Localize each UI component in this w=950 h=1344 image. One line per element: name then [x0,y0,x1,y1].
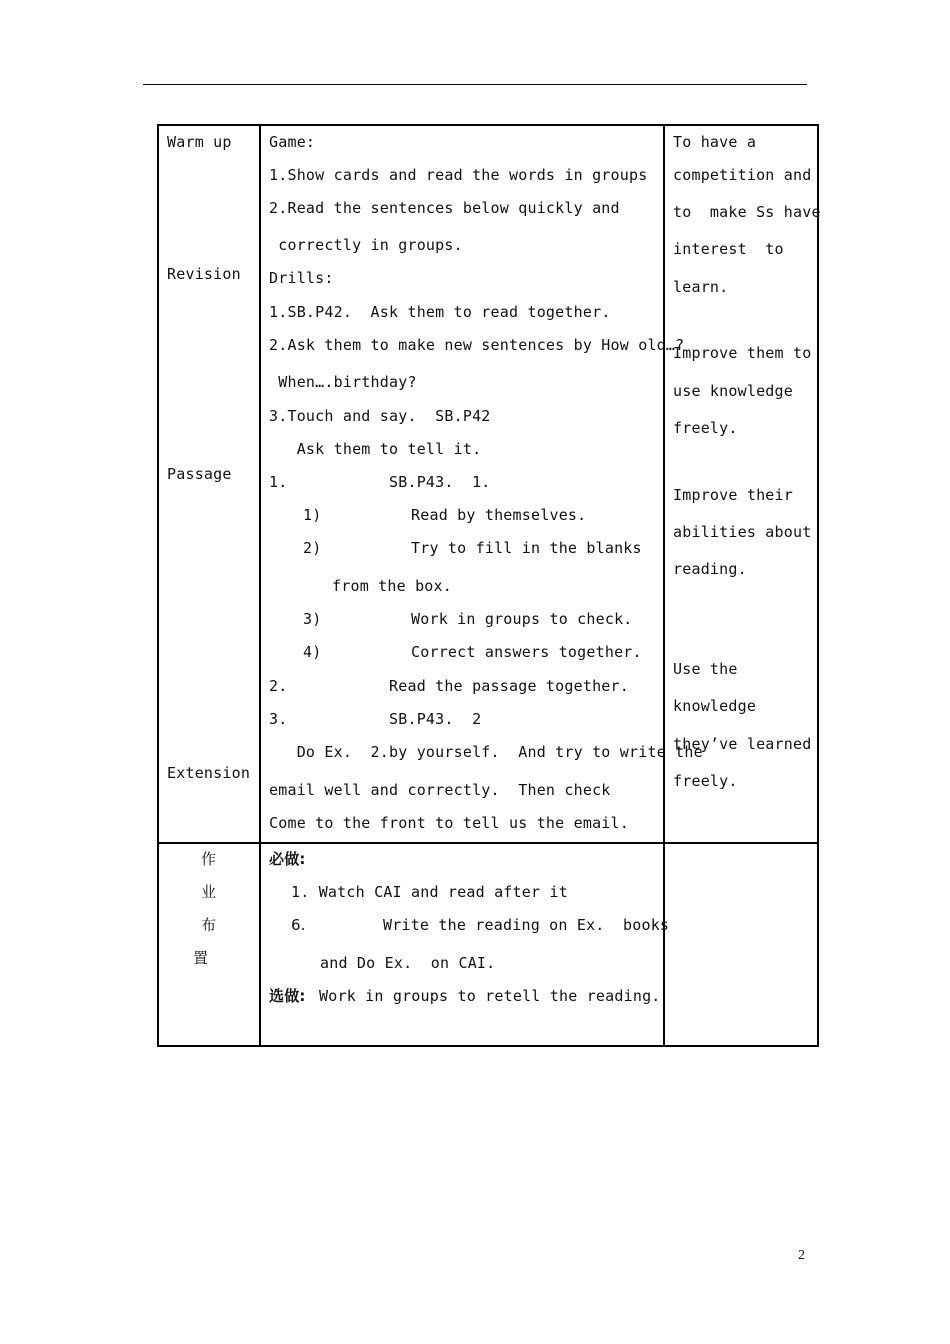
purpose-column [664,125,821,843]
procedure-line: 2.Read the sentences below quickly and [269,199,620,217]
homework-content-cell [260,843,670,1046]
lesson-plan-table [157,124,819,1047]
homework-label-cell [158,843,260,1046]
procedure-line: Do Ex. 2.by yourself. And try to write the [269,743,703,761]
homework-row [158,843,818,1046]
procedure-line: Game: [269,133,316,151]
procedure-line: correctly in groups. [269,236,463,254]
procedure-line: 2.Ask them to make new sentences by How old…? [269,336,685,354]
procedure-row [158,125,818,843]
purpose-line: interest to [673,240,784,258]
procedure-line-num: 2) [303,539,322,557]
homework-label-char: 置 [193,949,209,967]
procedure-line: 1. SB.P43. 1. [269,473,491,491]
purpose-line: freely. [673,772,738,790]
procedure-line: email well and correctly. Then check [269,781,611,799]
homework-item: Write the reading on Ex. books [383,916,670,934]
procedure-line: Drills: [269,269,334,287]
procedure-line: 3.Touch and say. SB.P42 [269,407,491,425]
purpose-line: learn. [673,278,729,296]
procedure-line: 1.SB.P42. Ask them to read together. [269,303,611,321]
purpose-line: competition and [673,166,812,184]
purpose-line: abilities about [673,523,812,541]
procedure-line: Ask them to tell it. [269,440,482,458]
procedure-line: Correct answers together. [411,643,642,661]
stage-warm-up: Warm up [167,133,232,151]
purpose-line: reading. [673,560,747,578]
optional-label: 选做: [269,987,306,1005]
optional-text: Work in groups to retell the reading. [319,987,661,1005]
homework-item-num: 6. [291,916,306,934]
stage-passage: Passage [167,465,232,483]
procedure-line: Try to fill in the blanks [411,539,642,557]
procedure-line: Read by themselves. [411,506,587,524]
procedure-line-num: 1) [303,506,322,524]
stage-column [158,125,260,843]
procedure-line: 1.Show cards and read the words in groups [269,166,648,184]
purpose-line: Improve their [673,486,793,504]
stage-revision: Revision [167,265,241,283]
purpose-line: knowledge [673,697,757,715]
procedure-line: Work in groups to check. [411,610,633,628]
procedure-line: Come to the front to tell us the email. [269,814,629,832]
procedure-line: 2. Read the passage together. [269,677,629,695]
procedure-line: 3. SB.P43. 2 [269,710,482,728]
homework-label-char: 布 [201,916,217,934]
purpose-line: they’ve learned [673,735,812,753]
required-label: 必做: [269,850,306,868]
homework-item: and Do Ex. on CAI. [320,954,496,972]
purpose-line: freely. [673,419,738,437]
homework-label-char: 作 [201,850,217,868]
homework-label-char: 业 [201,883,217,901]
purpose-line: To have a [673,133,757,151]
procedure-line: When….birthday? [269,373,417,391]
homework-empty-cell [664,843,818,1046]
procedure-line-num: 3) [303,610,322,628]
purpose-line: Improve them to [673,344,812,362]
procedure-line: from the box. [332,577,452,595]
header-rule [143,84,807,85]
purpose-line: Use the [673,660,738,678]
homework-item: 1. Watch CAI and read after it [291,883,568,901]
purpose-line: to make Ss have [673,203,821,221]
stage-extension: Extension [167,764,251,782]
procedure-line-num: 4) [303,643,322,661]
purpose-line: use knowledge [673,382,793,400]
page-number: 2 [798,1248,805,1263]
